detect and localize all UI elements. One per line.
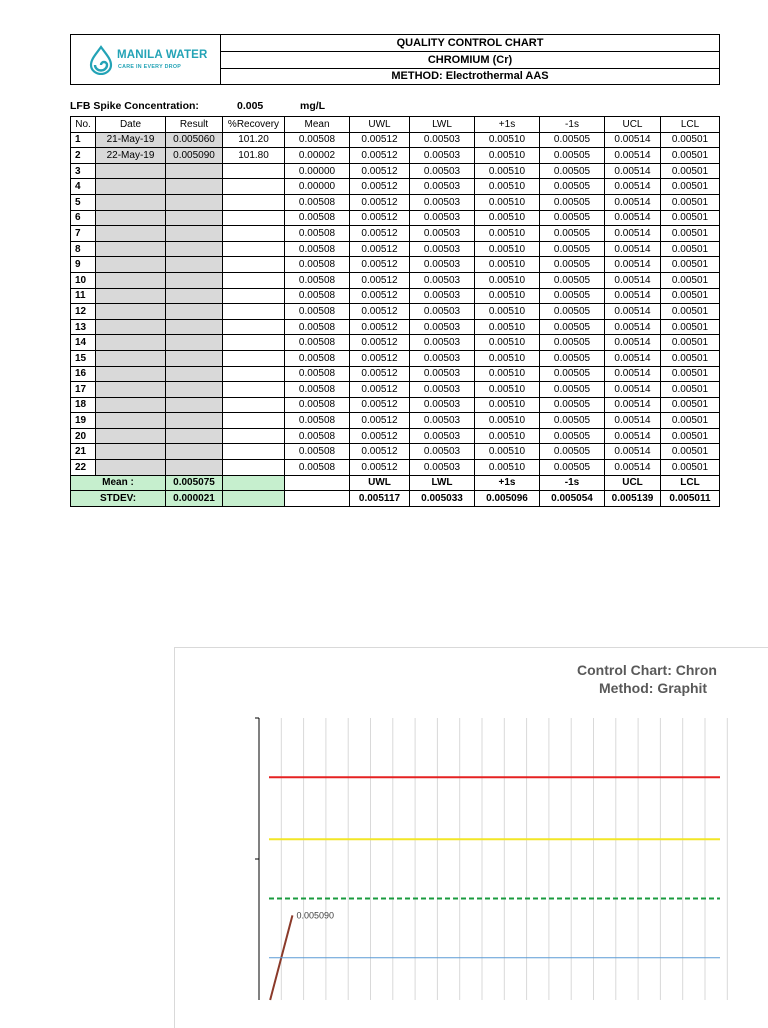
column-header: +1s [475,117,540,133]
cell-lwl: 0.00503 [410,304,475,320]
cell-lcl: 0.00501 [661,304,720,320]
chart-title: Control Chart: Chron [577,662,717,678]
cell-recovery: 101.80 [223,148,285,164]
cell-no: 5 [71,194,96,210]
cell-ucl: 0.00514 [605,428,661,444]
column-header: No. [71,117,96,133]
cell-lwl: 0.00503 [410,335,475,351]
cell-lwl: 0.00503 [410,413,475,429]
cell-mean: 0.00508 [285,460,350,476]
cell-1s: 0.00505 [540,428,605,444]
cell-lwl: 0.00503 [410,444,475,460]
cell-lcl: 0.00501 [661,163,720,179]
cell-1s: 0.00505 [540,382,605,398]
cell-uwl: 0.00512 [350,319,410,335]
mean-result: 0.005075 [166,475,223,491]
cell-lwl: 0.00503 [410,319,475,335]
cell-mean: 0.00508 [285,428,350,444]
cell-mean: 0.00508 [285,288,350,304]
cell-ucl: 0.00514 [605,272,661,288]
cell-ucl: 0.00514 [605,179,661,195]
cell-1s: 0.00505 [540,413,605,429]
cell-no: 15 [71,350,96,366]
cell-1s: 0.00510 [475,413,540,429]
spike-unit: mg/L [300,100,326,112]
data-label: 0.005090 [296,910,334,921]
cell-lcl: 0.00501 [661,366,720,382]
cell-ucl: 0.00514 [605,444,661,460]
cell-lcl: 0.00501 [661,460,720,476]
stdev-label: STDEV: [71,491,166,507]
cell-mean: 0.00508 [285,382,350,398]
cell-result: 0.005060 [166,132,223,148]
stdev-lwl: 0.005033 [410,491,475,507]
cell-lwl: 0.00503 [410,241,475,257]
cell-mean: 0.00000 [285,163,350,179]
cell-no: 14 [71,335,96,351]
spike-label: LFB Spike Concentration: [70,100,199,112]
cell-no: 19 [71,413,96,429]
cell-1s: 0.00510 [475,194,540,210]
cell-uwl: 0.00512 [350,163,410,179]
cell-uwl: 0.00512 [350,132,410,148]
spike-value: 0.005 [237,100,264,112]
cell-lcl: 0.00501 [661,241,720,257]
cell-no: 7 [71,226,96,242]
cell-uwl: 0.00512 [350,460,410,476]
cell-no: 13 [71,319,96,335]
cell-lcl: 0.00501 [661,272,720,288]
cell-ucl: 0.00514 [605,132,661,148]
logo-name: MANILA WATER [117,49,208,61]
cell-mean: 0.00508 [285,350,350,366]
cell-1s: 0.00510 [475,288,540,304]
cell-lwl: 0.00503 [410,194,475,210]
cell-no: 11 [71,288,96,304]
cell-date: 21-May-19 [96,132,166,148]
method-title: METHOD: Electrothermal AAS [391,70,549,82]
cell-mean: 0.00508 [285,366,350,382]
cell-mean: 0.00508 [285,132,350,148]
cell-lcl: 0.00501 [661,335,720,351]
mean-ucl-label: UCL [605,475,661,491]
cell-uwl: 0.00512 [350,382,410,398]
cell-uwl: 0.00512 [350,210,410,226]
cell-1s: 0.00510 [475,319,540,335]
cell-uwl: 0.00512 [350,272,410,288]
cell-1s: 0.00505 [540,350,605,366]
cell-recovery: 101.20 [223,132,285,148]
cell-ucl: 0.00514 [605,194,661,210]
cell-uwl: 0.00512 [350,179,410,195]
cell-1s: 0.00505 [540,397,605,413]
cell-ucl: 0.00514 [605,335,661,351]
cell-lwl: 0.00503 [410,257,475,273]
cell-1s: 0.00510 [475,460,540,476]
stdev-uwl: 0.005117 [350,491,410,507]
cell-mean: 0.00508 [285,335,350,351]
cell-no: 8 [71,241,96,257]
cell-lwl: 0.00503 [410,210,475,226]
cell-mean: 0.00508 [285,444,350,460]
cell-no: 6 [71,210,96,226]
cell-mean: 0.00508 [285,226,350,242]
cell-date: 22-May-19 [96,148,166,164]
cell-1s: 0.00510 [475,335,540,351]
cell-1s: 0.00505 [540,163,605,179]
mean-uwl-label: UWL [350,475,410,491]
cell-1s: 0.00510 [475,382,540,398]
cell-1s: 0.00505 [540,194,605,210]
cell-mean: 0.00508 [285,413,350,429]
cell-1s: 0.00510 [475,444,540,460]
cell-mean: 0.00508 [285,257,350,273]
column-header: Result [166,117,223,133]
cell-1s: 0.00510 [475,272,540,288]
cell-lcl: 0.00501 [661,194,720,210]
cell-no: 2 [71,148,96,164]
cell-1s: 0.00505 [540,444,605,460]
cell-ucl: 0.00514 [605,288,661,304]
cell-ucl: 0.00514 [605,304,661,320]
cell-ucl: 0.00514 [605,163,661,179]
cell-1s: 0.00505 [540,241,605,257]
cell-1s: 0.00510 [475,179,540,195]
cell-1s: 0.00505 [540,288,605,304]
cell-1s: 0.00505 [540,460,605,476]
cell-mean: 0.00508 [285,272,350,288]
cell-uwl: 0.00512 [350,335,410,351]
stdev-lcl: 0.005011 [661,491,720,507]
cell-ucl: 0.00514 [605,397,661,413]
cell-uwl: 0.00512 [350,397,410,413]
cell-1s: 0.00510 [475,210,540,226]
cell-1s: 0.00510 [475,257,540,273]
column-header: %Recovery [223,117,285,133]
cell-1s: 0.00510 [475,397,540,413]
cell-lcl: 0.00501 [661,148,720,164]
cell-1s: 0.00505 [540,366,605,382]
stdev-result: 0.000021 [166,491,223,507]
cell-1s: 0.00510 [475,163,540,179]
cell-1s: 0.00505 [540,226,605,242]
cell-uwl: 0.00512 [350,428,410,444]
cell-no: 1 [71,132,96,148]
cell-no: 12 [71,304,96,320]
cell-uwl: 0.00512 [350,350,410,366]
column-header: -1s [540,117,605,133]
cell-no: 18 [71,397,96,413]
cell-ucl: 0.00514 [605,241,661,257]
cell-no: 22 [71,460,96,476]
mean-label: Mean : [71,475,166,491]
cell-result: 0.005090 [166,148,223,164]
cell-lwl: 0.00503 [410,382,475,398]
cell-1s: 0.00510 [475,428,540,444]
cell-ucl: 0.00514 [605,257,661,273]
cell-1s: 0.00510 [475,226,540,242]
cell-1s: 0.00505 [540,335,605,351]
column-header: LCL [661,117,720,133]
cell-uwl: 0.00512 [350,257,410,273]
cell-lcl: 0.00501 [661,428,720,444]
cell-lcl: 0.00501 [661,319,720,335]
column-header: UCL [605,117,661,133]
cell-lcl: 0.00501 [661,210,720,226]
cell-no: 3 [71,163,96,179]
cell-uwl: 0.00512 [350,444,410,460]
mean-m1s-label: -1s [540,475,605,491]
cell-1s: 0.00510 [475,350,540,366]
cell-lcl: 0.00501 [661,226,720,242]
cell-ucl: 0.00514 [605,226,661,242]
cell-ucl: 0.00514 [605,319,661,335]
cell-uwl: 0.00512 [350,304,410,320]
cell-ucl: 0.00514 [605,210,661,226]
cell-uwl: 0.00512 [350,288,410,304]
cell-lwl: 0.00503 [410,460,475,476]
cell-1s: 0.00505 [540,304,605,320]
cell-1s: 0.00505 [540,179,605,195]
cell-lwl: 0.00503 [410,132,475,148]
chart-subtitle: Method: Graphit [599,680,708,696]
cell-mean: 0.00508 [285,210,350,226]
cell-mean: 0.00508 [285,304,350,320]
column-header: UWL [350,117,410,133]
cell-no: 9 [71,257,96,273]
cell-lwl: 0.00503 [410,397,475,413]
cell-lwl: 0.00503 [410,272,475,288]
cell-lcl: 0.00501 [661,257,720,273]
cell-lcl: 0.00501 [661,179,720,195]
cell-ucl: 0.00514 [605,366,661,382]
cell-lwl: 0.00503 [410,179,475,195]
cell-no: 10 [71,272,96,288]
cell-1s: 0.00510 [475,241,540,257]
cell-1s: 0.00505 [540,132,605,148]
cell-uwl: 0.00512 [350,413,410,429]
cell-uwl: 0.00512 [350,366,410,382]
cell-no: 4 [71,179,96,195]
cell-1s: 0.00505 [540,257,605,273]
cell-1s: 0.00505 [540,272,605,288]
cell-uwl: 0.00512 [350,226,410,242]
cell-1s: 0.00510 [475,304,540,320]
cell-ucl: 0.00514 [605,382,661,398]
column-header: Mean [285,117,350,133]
cell-ucl: 0.00514 [605,413,661,429]
mean-lwl-label: LWL [410,475,475,491]
cell-lcl: 0.00501 [661,413,720,429]
cell-mean: 0.00000 [285,179,350,195]
stdev-p1s: 0.005096 [475,491,540,507]
cell-lwl: 0.00503 [410,226,475,242]
column-header: LWL [410,117,475,133]
logo-tagline: CARE IN EVERY DROP [118,64,182,70]
cell-uwl: 0.00512 [350,241,410,257]
cell-ucl: 0.00514 [605,148,661,164]
cell-lcl: 0.00501 [661,397,720,413]
cell-no: 20 [71,428,96,444]
report-title: QUALITY CONTROL CHART [221,35,719,52]
cell-lwl: 0.00503 [410,428,475,444]
cell-1s: 0.00505 [540,319,605,335]
cell-uwl: 0.00512 [350,148,410,164]
cell-mean: 0.00508 [285,241,350,257]
cell-lcl: 0.00501 [661,444,720,460]
analyte-title: CHROMIUM (Cr) [221,52,719,69]
cell-mean: 0.00508 [285,397,350,413]
mean-lcl-label: LCL [661,475,720,491]
stdev-m1s: 0.005054 [540,491,605,507]
cell-1s: 0.00505 [540,210,605,226]
mean-p1s-label: +1s [475,475,540,491]
cell-1s: 0.00510 [475,132,540,148]
cell-lwl: 0.00503 [410,350,475,366]
column-header: Date [96,117,166,133]
cell-lcl: 0.00501 [661,382,720,398]
cell-uwl: 0.00512 [350,194,410,210]
cell-ucl: 0.00514 [605,350,661,366]
cell-1s: 0.00510 [475,366,540,382]
cell-no: 21 [71,444,96,460]
cell-1s: 0.00505 [540,148,605,164]
cell-1s: 0.00510 [475,148,540,164]
cell-no: 16 [71,366,96,382]
cell-lcl: 0.00501 [661,288,720,304]
cell-ucl: 0.00514 [605,460,661,476]
cell-mean: 0.00508 [285,194,350,210]
cell-lcl: 0.00501 [661,350,720,366]
cell-lwl: 0.00503 [410,163,475,179]
cell-mean: 0.00508 [285,319,350,335]
cell-lwl: 0.00503 [410,288,475,304]
cell-lwl: 0.00503 [410,366,475,382]
stdev-ucl: 0.005139 [605,491,661,507]
cell-lcl: 0.00501 [661,132,720,148]
cell-mean: 0.00002 [285,148,350,164]
cell-no: 17 [71,382,96,398]
cell-lwl: 0.00503 [410,148,475,164]
